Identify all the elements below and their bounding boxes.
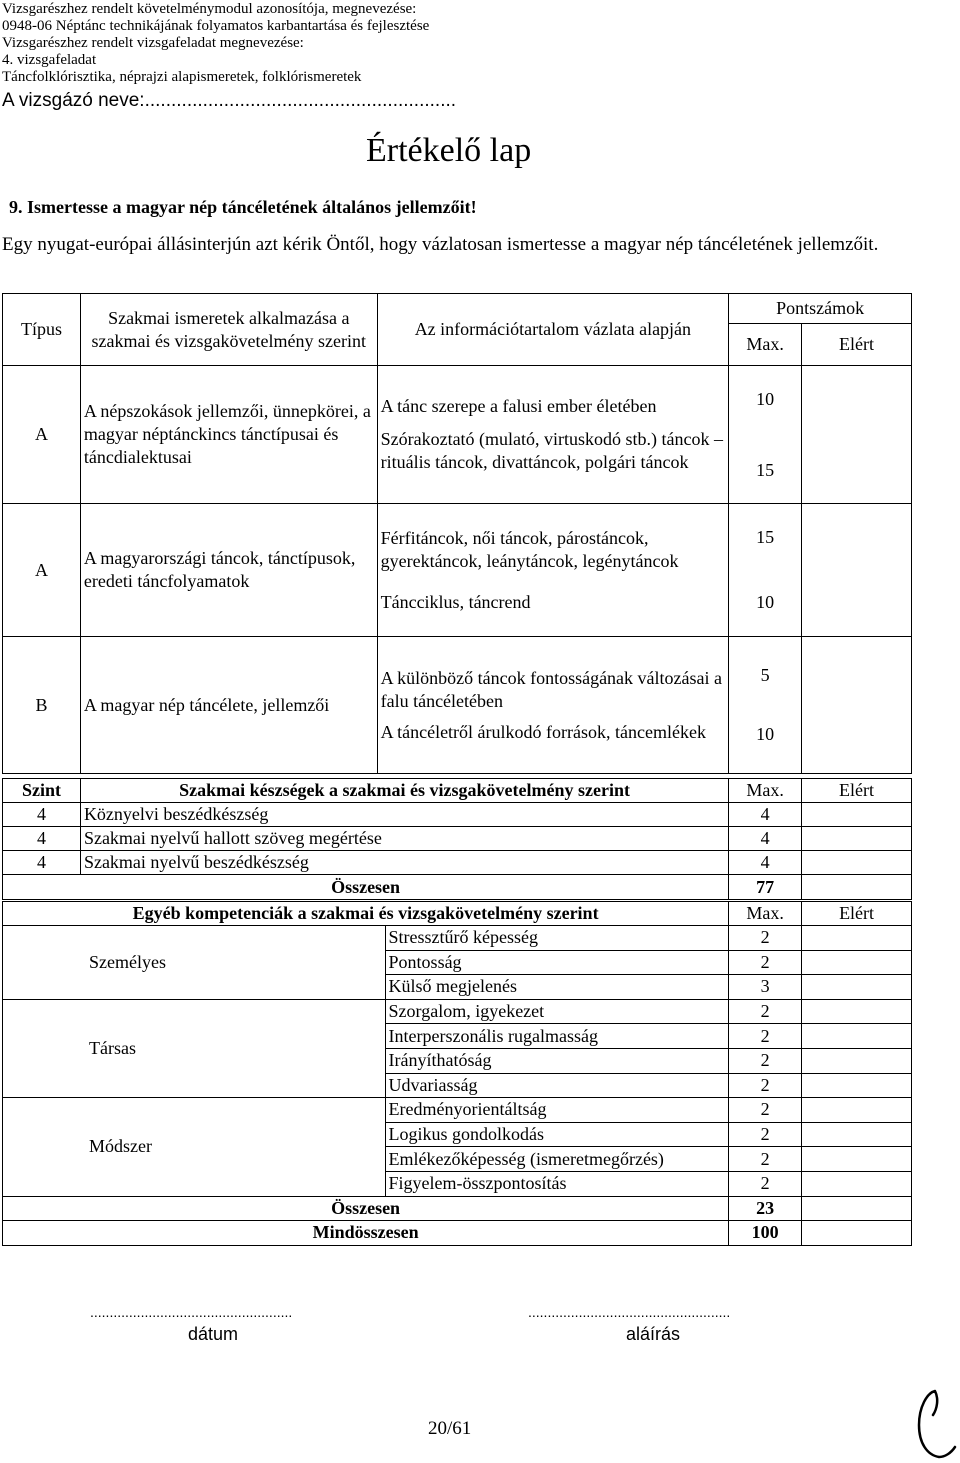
level-value: 4 [3,851,81,875]
task-name: Táncfolklórisztika, néprajzi alapismeretek, folklórismeretek [2,69,362,85]
skills-total-label: Összesen [3,875,729,900]
group-type: A [3,366,81,504]
max-header: Max. [729,324,802,366]
achieved-cell[interactable] [802,803,912,827]
module-label: Vizsgarészhez rendelt követelménymodul azonosítója, megnevezése: [2,1,417,17]
skills-total-value: 77 [729,875,802,900]
outline-item: A tánc szerepe a falusi ember életében [380,396,657,416]
achieved-header: Elért [802,779,912,803]
outline-cell [377,366,729,504]
max-value: 10 [756,592,775,612]
date-label: dátum [188,1324,239,1344]
achieved-cell[interactable] [802,875,912,900]
competencies-total-label: Összesen [3,1196,729,1221]
group-type: B [3,637,81,774]
max-value: 2 [729,1048,802,1073]
outline-item: A különböző táncok fontosságának változásai a falu táncéletében [380,667,722,711]
group-knowledge: A magyar nép táncélete, jellemzői [80,637,377,774]
competency-name: Logikus gondolkodás [385,1122,729,1147]
max-value: 5 [760,665,770,685]
achieved-cell[interactable] [802,1098,912,1123]
competency-group: Módszer [3,1098,386,1196]
date-dots: .................................................... [90,1304,293,1320]
achieved-cell[interactable] [802,975,912,1000]
group-knowledge: A népszokások jellemzői, ünnepkörei, a magyar néptánckincs tánctípusai és táncdialektusai [80,366,377,504]
competency-name: Figyelem-összpontosítás [385,1171,729,1196]
max-cell [729,637,802,774]
competencies-header: Egyéb kompetenciák a szakmai és vizsgakövetelmény szerint [3,902,729,926]
competencies-table [2,901,912,1246]
outline-item: Táncciklus, táncrend [380,591,531,612]
max-value: 2 [729,1147,802,1172]
max-header: Max. [729,779,802,803]
competency-name: Interperszonális rugalmasság [385,1024,729,1049]
max-value: 2 [729,1098,802,1123]
achieved-cell[interactable] [802,926,912,951]
page-title: Értékelő lap [366,132,532,169]
level-value: 4 [3,827,81,851]
achieved-cell[interactable] [802,1122,912,1147]
competency-group: Társas [3,999,386,1097]
competency-name: Emlékezőképesség (ismeretmegőrzés) [385,1147,729,1172]
task-description: Egy nyugat-európai állásinterjún azt kérik Öntől, hogy vázlatosan ismertesse a magyar nép táncéletének jellemzőit. [2,234,879,255]
achieved-cell[interactable] [802,1073,912,1098]
competencies-total-value: 23 [729,1196,802,1221]
group-knowledge: A magyarországi táncok, tánctípusok, eredeti táncfolyamatok [80,504,377,637]
competency-name: Irányíthatóság [385,1048,729,1073]
knowledge-header: Szakmai ismeretek alkalmazása a szakmai és vizsgakövetelmény szerint [80,294,377,366]
level-header: Szint [3,779,81,803]
candidate-name-line: A vizsgázó neve:........................................................... [2,90,457,111]
skill-name: Köznyelvi beszédkészség [80,803,728,827]
achieved-cell[interactable] [802,851,912,875]
competency-name: Stressztűrő képesség [385,926,729,951]
page-number: 20/61 [428,1418,472,1439]
achieved-cell[interactable] [802,1196,912,1221]
competency-name: Külső megjelenés [385,975,729,1000]
achieved-cell[interactable] [802,504,912,637]
max-value: 4 [729,803,802,827]
max-value: 2 [729,1122,802,1147]
module-name: 0948-06 Néptánc technikájának folyamatos karbantartása és fejlesztése [2,18,430,34]
max-header: Max. [729,902,802,926]
competency-name: Udvariasság [385,1073,729,1098]
achieved-cell[interactable] [802,999,912,1024]
achieved-cell[interactable] [802,366,912,504]
max-value: 10 [756,388,775,409]
max-value: 2 [729,950,802,975]
max-value: 4 [729,827,802,851]
task-label: Vizsgarészhez rendelt vizsgafeladat megnevezése: [2,35,304,51]
skill-name: Szakmai nyelvű beszédkészség [80,851,728,875]
max-value: 15 [756,527,775,547]
outline-header: Az információtartalom vázlata alapján [377,294,729,366]
max-value: 2 [729,999,802,1024]
max-value: 2 [729,1024,802,1049]
outline-cell [377,637,729,774]
max-value: 3 [729,975,802,1000]
group-type: A [3,504,81,637]
grand-total-value: 100 [729,1221,802,1246]
task-number: 4. vizsgafeladat [2,52,97,68]
points-header: Pontszámok [729,294,912,324]
competency-name: Szorgalom, igyekezet [385,999,729,1024]
max-cell [729,504,802,637]
signature-dots: .................................................... [528,1304,731,1320]
knowledge-table [2,293,912,774]
achieved-cell[interactable] [802,1048,912,1073]
type-header: Típus [3,294,81,366]
max-value: 10 [756,724,775,744]
max-value: 4 [729,851,802,875]
outline-item: Férfitáncok, női táncok, párostáncok, gyerektáncok, leánytáncok, legénytáncok [380,527,679,571]
level-value: 4 [3,803,81,827]
achieved-cell[interactable] [802,1024,912,1049]
max-cell [729,366,802,504]
skills-header: Szakmai készségek a szakmai és vizsgakövetelmény szerint [80,779,728,803]
outline-cell [377,504,729,637]
competency-group: Személyes [3,926,386,1000]
achieved-header: Elért [802,324,912,366]
signature-label: aláírás [626,1324,681,1344]
achieved-cell[interactable] [802,1171,912,1196]
max-value: 2 [729,1171,802,1196]
max-value: 2 [729,1073,802,1098]
task-heading: 9. Ismertesse a magyar nép táncéletének általános jellemzőit! [9,197,477,217]
max-value: 2 [729,926,802,951]
achieved-cell[interactable] [802,637,912,774]
skill-name: Szakmai nyelvű hallott szöveg megértése [80,827,728,851]
achieved-cell[interactable] [802,827,912,851]
handwritten-signature [905,1385,960,1463]
achieved-cell[interactable] [802,1221,912,1246]
max-value: 15 [756,459,775,480]
achieved-header: Elért [802,902,912,926]
achieved-cell[interactable] [802,1147,912,1172]
competency-name: Eredményorientáltság [385,1098,729,1123]
competency-name: Pontosság [385,950,729,975]
outline-item: Szórakoztató (mulató, virtuskodó stb.) táncok – rituális táncok, divattáncok, polgári táncok [380,429,724,472]
outline-item: A táncéletről árulkodó források, táncemlékek [380,721,706,742]
grand-total-label: Mindösszesen [3,1221,729,1246]
achieved-cell[interactable] [802,950,912,975]
skills-table [2,778,912,900]
